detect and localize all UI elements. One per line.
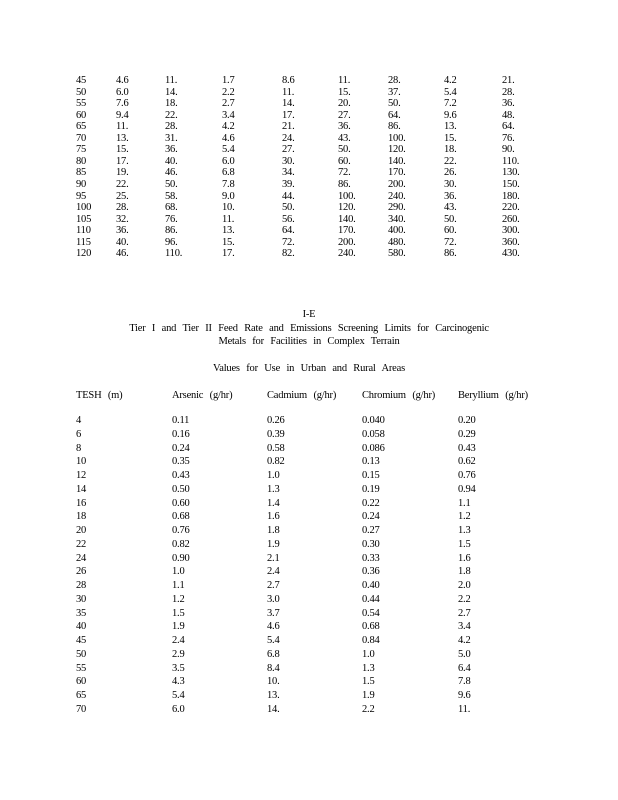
table-cell: 15.	[338, 86, 351, 98]
table-cell: 5.4	[172, 690, 185, 701]
table-cell: 65	[76, 690, 87, 701]
header-beryllium: Beryllium (g/hr)	[458, 390, 528, 401]
table-cell: 27.	[338, 109, 351, 121]
table-cell: 5.4	[222, 144, 235, 156]
section-title-line1: Tier I and Tier II Feed Rate and Emissions Screening Limits for Carcinogenic	[129, 323, 489, 334]
table-cell: 1.9	[172, 621, 185, 633]
table-cell: 46.	[116, 248, 129, 260]
table-cell: 36.	[444, 190, 457, 202]
table-cell: 100.	[388, 132, 406, 144]
table-cell: 3.0	[267, 593, 280, 605]
table-cell: 28.	[502, 86, 515, 98]
table-cell: 0.68	[362, 621, 380, 633]
table-cell: 24.	[282, 132, 295, 144]
table-cell: 1.1	[172, 580, 185, 591]
table-cell: 105	[76, 213, 92, 225]
table-cell: 9.6	[444, 109, 457, 121]
table-cell: 120.	[338, 202, 356, 214]
table-cell: 40.	[165, 155, 178, 167]
table-cell: 1.0	[267, 470, 280, 481]
table-cell: 0.60	[172, 497, 190, 509]
table-cell: 90.	[502, 144, 515, 156]
table-cell: 9.6	[458, 690, 471, 701]
table-cell: 86.	[444, 248, 457, 260]
table-cell: 50.	[165, 178, 178, 190]
table-cell: 1.9	[267, 538, 280, 550]
table-cell: 86.	[165, 225, 178, 237]
table-cell: 7.8	[222, 178, 235, 190]
table-cell: 22.	[444, 155, 457, 167]
table-cell: 9.0	[222, 190, 235, 202]
table-cell: 430.	[502, 248, 520, 260]
table-cell: 21.	[502, 75, 515, 86]
table-cell: 75	[76, 144, 87, 156]
table-cell: 0.24	[362, 511, 380, 523]
table-cell: 14.	[282, 98, 295, 110]
table-cell: 27.	[282, 144, 295, 156]
table-cell: 16	[76, 497, 87, 509]
table-cell: 50.	[388, 98, 401, 110]
table-cell: 400.	[388, 225, 406, 237]
table-cell: 7.2	[444, 98, 457, 110]
table-cell: 13.	[116, 132, 129, 144]
table-cell: 0.086	[362, 442, 385, 454]
table-cell: 200.	[338, 236, 356, 248]
table-cell: 2.2	[458, 593, 471, 605]
table-cell: 120	[76, 248, 92, 260]
table-cell: 0.43	[172, 470, 190, 481]
table-cell: 15.	[116, 144, 129, 156]
table-cell: 0.58	[267, 442, 285, 454]
table-cell: 15.	[222, 236, 235, 248]
table-cell: 90	[76, 178, 87, 190]
table-cell: 290.	[388, 202, 406, 214]
table-cell: 0.20	[458, 415, 476, 426]
table-cell: 11.	[338, 75, 351, 86]
table-cell: 10.	[267, 676, 280, 688]
table-cell: 2.0	[458, 580, 471, 591]
table-cell: 30.	[444, 178, 457, 190]
table-cell: 58.	[165, 190, 178, 202]
table-cell: 50.	[338, 144, 351, 156]
table-cell: 3.7	[267, 607, 280, 619]
table-cell: 260.	[502, 213, 520, 225]
table-cell: 44.	[282, 190, 295, 202]
table-cell: 65	[76, 121, 87, 133]
table-cell: 1.2	[172, 593, 185, 605]
table-cell: 2.2	[222, 86, 235, 98]
table-cell: 580.	[388, 248, 406, 260]
table-cell: 240.	[338, 248, 356, 260]
table-cell: 40	[76, 621, 87, 633]
table-cell: 86.	[338, 178, 351, 190]
table-cell: 4.6	[116, 75, 129, 86]
table-cell: 46.	[165, 167, 178, 179]
table-cell: 2.7	[458, 607, 471, 619]
table-cell: 26	[76, 566, 87, 578]
table-cell: 0.62	[458, 456, 476, 468]
table-cell: 8.4	[267, 662, 280, 674]
table-cell: 120.	[388, 144, 406, 156]
table-cell: 4.2	[444, 75, 457, 86]
table-cell: 1.6	[458, 552, 471, 564]
table-cell: 12	[76, 470, 87, 481]
table-cell: 0.84	[362, 635, 380, 646]
table-cell: 17.	[116, 155, 129, 167]
table-cell: 24	[76, 552, 87, 564]
table-cell: 0.40	[362, 580, 380, 591]
table-cell: 43.	[444, 202, 457, 214]
table-cell: 34.	[282, 167, 295, 179]
table-cell: 1.4	[267, 497, 280, 509]
table-cell: 0.30	[362, 538, 380, 550]
table-cell: 60.	[338, 155, 351, 167]
table-cell: 60	[76, 109, 87, 121]
table-cell: 40.	[116, 236, 129, 248]
table-cell: 170.	[388, 167, 406, 179]
table-cell: 0.44	[362, 593, 380, 605]
table-cell: 20.	[338, 98, 351, 110]
table-cell: 68.	[165, 202, 178, 214]
table-cell: 30.	[282, 155, 295, 167]
table-cell: 39.	[282, 178, 295, 190]
table-cell: 15.	[444, 132, 457, 144]
table-cell: 50	[76, 86, 87, 98]
table-cell: 100	[76, 202, 92, 214]
section-label: I-E	[302, 309, 316, 320]
table-cell: 3.4	[222, 109, 235, 121]
table-cell: 2.7	[267, 580, 280, 591]
table-cell: 0.76	[458, 470, 476, 481]
table-cell: 0.13	[362, 456, 380, 468]
table-cell: 170.	[338, 225, 356, 237]
table-cell: 2.4	[267, 566, 280, 578]
table-cell: 14	[76, 483, 87, 495]
table-cell: 4.3	[172, 676, 185, 688]
table-cell: 0.43	[458, 442, 476, 454]
table-cell: 76.	[165, 213, 178, 225]
table-cell: 7.6	[116, 98, 129, 110]
table-cell: 6.0	[222, 155, 235, 167]
table-cell: 28.	[116, 202, 129, 214]
table-cell: 56.	[282, 213, 295, 225]
table-cell: 35	[76, 607, 87, 619]
table-cell: 72.	[338, 167, 351, 179]
table-cell: 31.	[165, 132, 178, 144]
table-cell: 95	[76, 190, 87, 202]
table-cell: 0.15	[362, 470, 380, 481]
table-cell: 0.11	[172, 415, 190, 426]
table-cell: 150.	[502, 178, 520, 190]
table-cell: 14.	[267, 703, 280, 715]
table-cell: 85	[76, 167, 87, 179]
table-cell: 110	[76, 225, 91, 237]
table-cell: 28.	[388, 75, 401, 86]
table-cell: 7.8	[458, 676, 471, 688]
table-cell: 1.0	[362, 648, 375, 660]
table-cell: 37.	[388, 86, 401, 98]
table-cell: 50.	[444, 213, 457, 225]
table-cell: 2.7	[222, 98, 235, 110]
table-cell: 86.	[388, 121, 401, 133]
table-cell: 72.	[444, 236, 457, 248]
table-cell: 10	[76, 456, 87, 468]
table-cell: 0.94	[458, 483, 476, 495]
table-cell: 6	[76, 428, 82, 440]
table-cell: 115	[76, 236, 91, 248]
table-cell: 96.	[165, 236, 178, 248]
header-tesh: TESH (m)	[76, 390, 123, 401]
table-cell: 8.6	[282, 75, 295, 86]
table-cell: 0.90	[172, 552, 190, 564]
table-cell: 0.76	[172, 525, 190, 536]
table-cell: 30	[76, 593, 87, 605]
table-cell: 25.	[116, 190, 129, 202]
table-cell: 5.4	[267, 635, 280, 646]
table-cell: 340.	[388, 213, 406, 225]
table-cell: 1.2	[458, 511, 471, 523]
table-cell: 2.9	[172, 648, 185, 660]
table-cell: 1.7	[222, 75, 235, 86]
table-cell: 48.	[502, 109, 515, 121]
table-cell: 1.8	[458, 566, 471, 578]
table-cell: 36.	[502, 98, 515, 110]
table-cell: 32.	[116, 213, 129, 225]
table-cell: 13.	[267, 690, 280, 701]
table-cell: 100.	[338, 190, 356, 202]
table-cell: 22.	[116, 178, 129, 190]
section-subtitle: Values for Use in Urban and Rural Areas	[213, 363, 405, 374]
table-cell: 28	[76, 580, 87, 591]
table-cell: 240.	[388, 190, 406, 202]
table-cell: 0.50	[172, 483, 190, 495]
table-cell: 22	[76, 538, 87, 550]
table-cell: 1.6	[267, 511, 280, 523]
table-cell: 1.5	[172, 607, 185, 619]
table-cell: 20	[76, 525, 87, 536]
table-cell: 22.	[165, 109, 178, 121]
table-cell: 6.4	[458, 662, 471, 674]
table-cell: 18.	[444, 144, 457, 156]
table-cell: 3.4	[458, 621, 471, 633]
table-cell: 3.5	[172, 662, 185, 674]
table-cell: 11.	[116, 121, 129, 133]
table-cell: 0.22	[362, 497, 380, 509]
table-cell: 0.36	[362, 566, 380, 578]
table-cell: 1.3	[362, 662, 375, 674]
table-cell: 0.058	[362, 428, 385, 440]
table-cell: 130.	[502, 167, 520, 179]
table-cell: 1.5	[458, 538, 471, 550]
table-cell: 1.1	[458, 497, 471, 509]
table-cell: 13.	[222, 225, 235, 237]
table-cell: 80	[76, 155, 87, 167]
table-cell: 5.4	[444, 86, 457, 98]
table-cell: 300.	[502, 225, 520, 237]
table-cell: 6.0	[116, 86, 129, 98]
header-cadmium: Cadmium (g/hr)	[267, 390, 337, 401]
table-cell: 1.5	[362, 676, 375, 688]
table-cell: 70	[76, 132, 87, 144]
table-cell: 0.82	[267, 456, 285, 468]
table-cell: 64.	[282, 225, 295, 237]
table-cell: 4	[76, 415, 82, 426]
table-cell: 43.	[338, 132, 351, 144]
table-cell: 45	[76, 635, 87, 646]
table-cell: 140.	[338, 213, 356, 225]
table-cell: 0.24	[172, 442, 190, 454]
table-cell: 110.	[165, 248, 183, 260]
table-cell: 26.	[444, 167, 457, 179]
table-cell: 55	[76, 662, 87, 674]
table-cell: 480.	[388, 236, 406, 248]
table-cell: 18.	[165, 98, 178, 110]
table-cell: 2.1	[267, 552, 280, 564]
table-cell: 0.54	[362, 607, 380, 619]
table-cell: 45	[76, 75, 87, 86]
table-cell: 360.	[502, 236, 520, 248]
table-cell: 36.	[116, 225, 129, 237]
table-cell: 64.	[502, 121, 515, 133]
table-cell: 0.33	[362, 552, 380, 564]
table-cell: 64.	[388, 109, 401, 121]
table-cell: 21.	[282, 121, 295, 133]
table-cell: 11.	[282, 86, 295, 98]
table-cell: 14.	[165, 86, 178, 98]
table-cell: 110.	[502, 155, 520, 167]
table-cell: 0.19	[362, 483, 380, 495]
table-cell: 220.	[502, 202, 520, 214]
table-cell: 50	[76, 648, 87, 660]
table-cell: 72.	[282, 236, 295, 248]
table-cell: 50.	[282, 202, 295, 214]
table-cell: 18	[76, 511, 87, 523]
table-cell: 0.26	[267, 415, 285, 426]
table-cell: 60.	[444, 225, 457, 237]
table-cell: 4.6	[222, 132, 235, 144]
table-cell: 76.	[502, 132, 515, 144]
table-cell: 11.	[165, 75, 178, 86]
table-cell: 11.	[458, 703, 471, 715]
section-title-line2: Metals for Facilities in Complex Terrain	[218, 336, 400, 347]
table-cell: 0.35	[172, 456, 190, 468]
header-chromium: Chromium (g/hr)	[362, 390, 436, 401]
table-cell: 9.4	[116, 109, 129, 121]
table-cell: 10.	[222, 202, 235, 214]
table-cell: 0.39	[267, 428, 285, 440]
table-cell: 4.2	[222, 121, 235, 133]
table-cell: 5.0	[458, 648, 471, 660]
table-cell: 1.8	[267, 525, 280, 536]
table-cell: 1.0	[172, 566, 185, 578]
header-arsenic: Arsenic (g/hr)	[172, 390, 233, 401]
table-cell: 17.	[222, 248, 235, 260]
table-cell: 28.	[165, 121, 178, 133]
table-cell: 0.27	[362, 525, 380, 536]
table-cell: 8	[76, 442, 82, 454]
table-cell: 70	[76, 703, 87, 715]
table-cell: 1.9	[362, 690, 375, 701]
table-cell: 0.82	[172, 538, 190, 550]
table-cell: 6.8	[222, 167, 235, 179]
table-cell: 0.040	[362, 415, 385, 426]
table-cell: 82.	[282, 248, 295, 260]
table-cell: 11.	[222, 213, 235, 225]
table-cell: 36.	[338, 121, 351, 133]
table-cell: 6.8	[267, 648, 280, 660]
table-cell: 19.	[116, 167, 129, 179]
table-cell: 2.2	[362, 703, 375, 715]
table-cell: 4.6	[267, 621, 280, 633]
table-cell: 60	[76, 676, 87, 688]
table-cell: 6.0	[172, 703, 185, 715]
table-cell: 0.68	[172, 511, 190, 523]
table-cell: 17.	[282, 109, 295, 121]
table-cell: 180.	[502, 190, 520, 202]
table-cell: 36.	[165, 144, 178, 156]
table-cell: 200.	[388, 178, 406, 190]
table-cell: 2.4	[172, 635, 185, 646]
table-cell: 140.	[388, 155, 406, 167]
table-cell: 4.2	[458, 635, 471, 646]
table-cell: 0.29	[458, 428, 476, 440]
table-cell: 0.16	[172, 428, 190, 440]
table-cell: 1.3	[267, 483, 280, 495]
table-cell: 55	[76, 98, 87, 110]
table-cell: 1.3	[458, 525, 471, 536]
table-cell: 13.	[444, 121, 457, 133]
